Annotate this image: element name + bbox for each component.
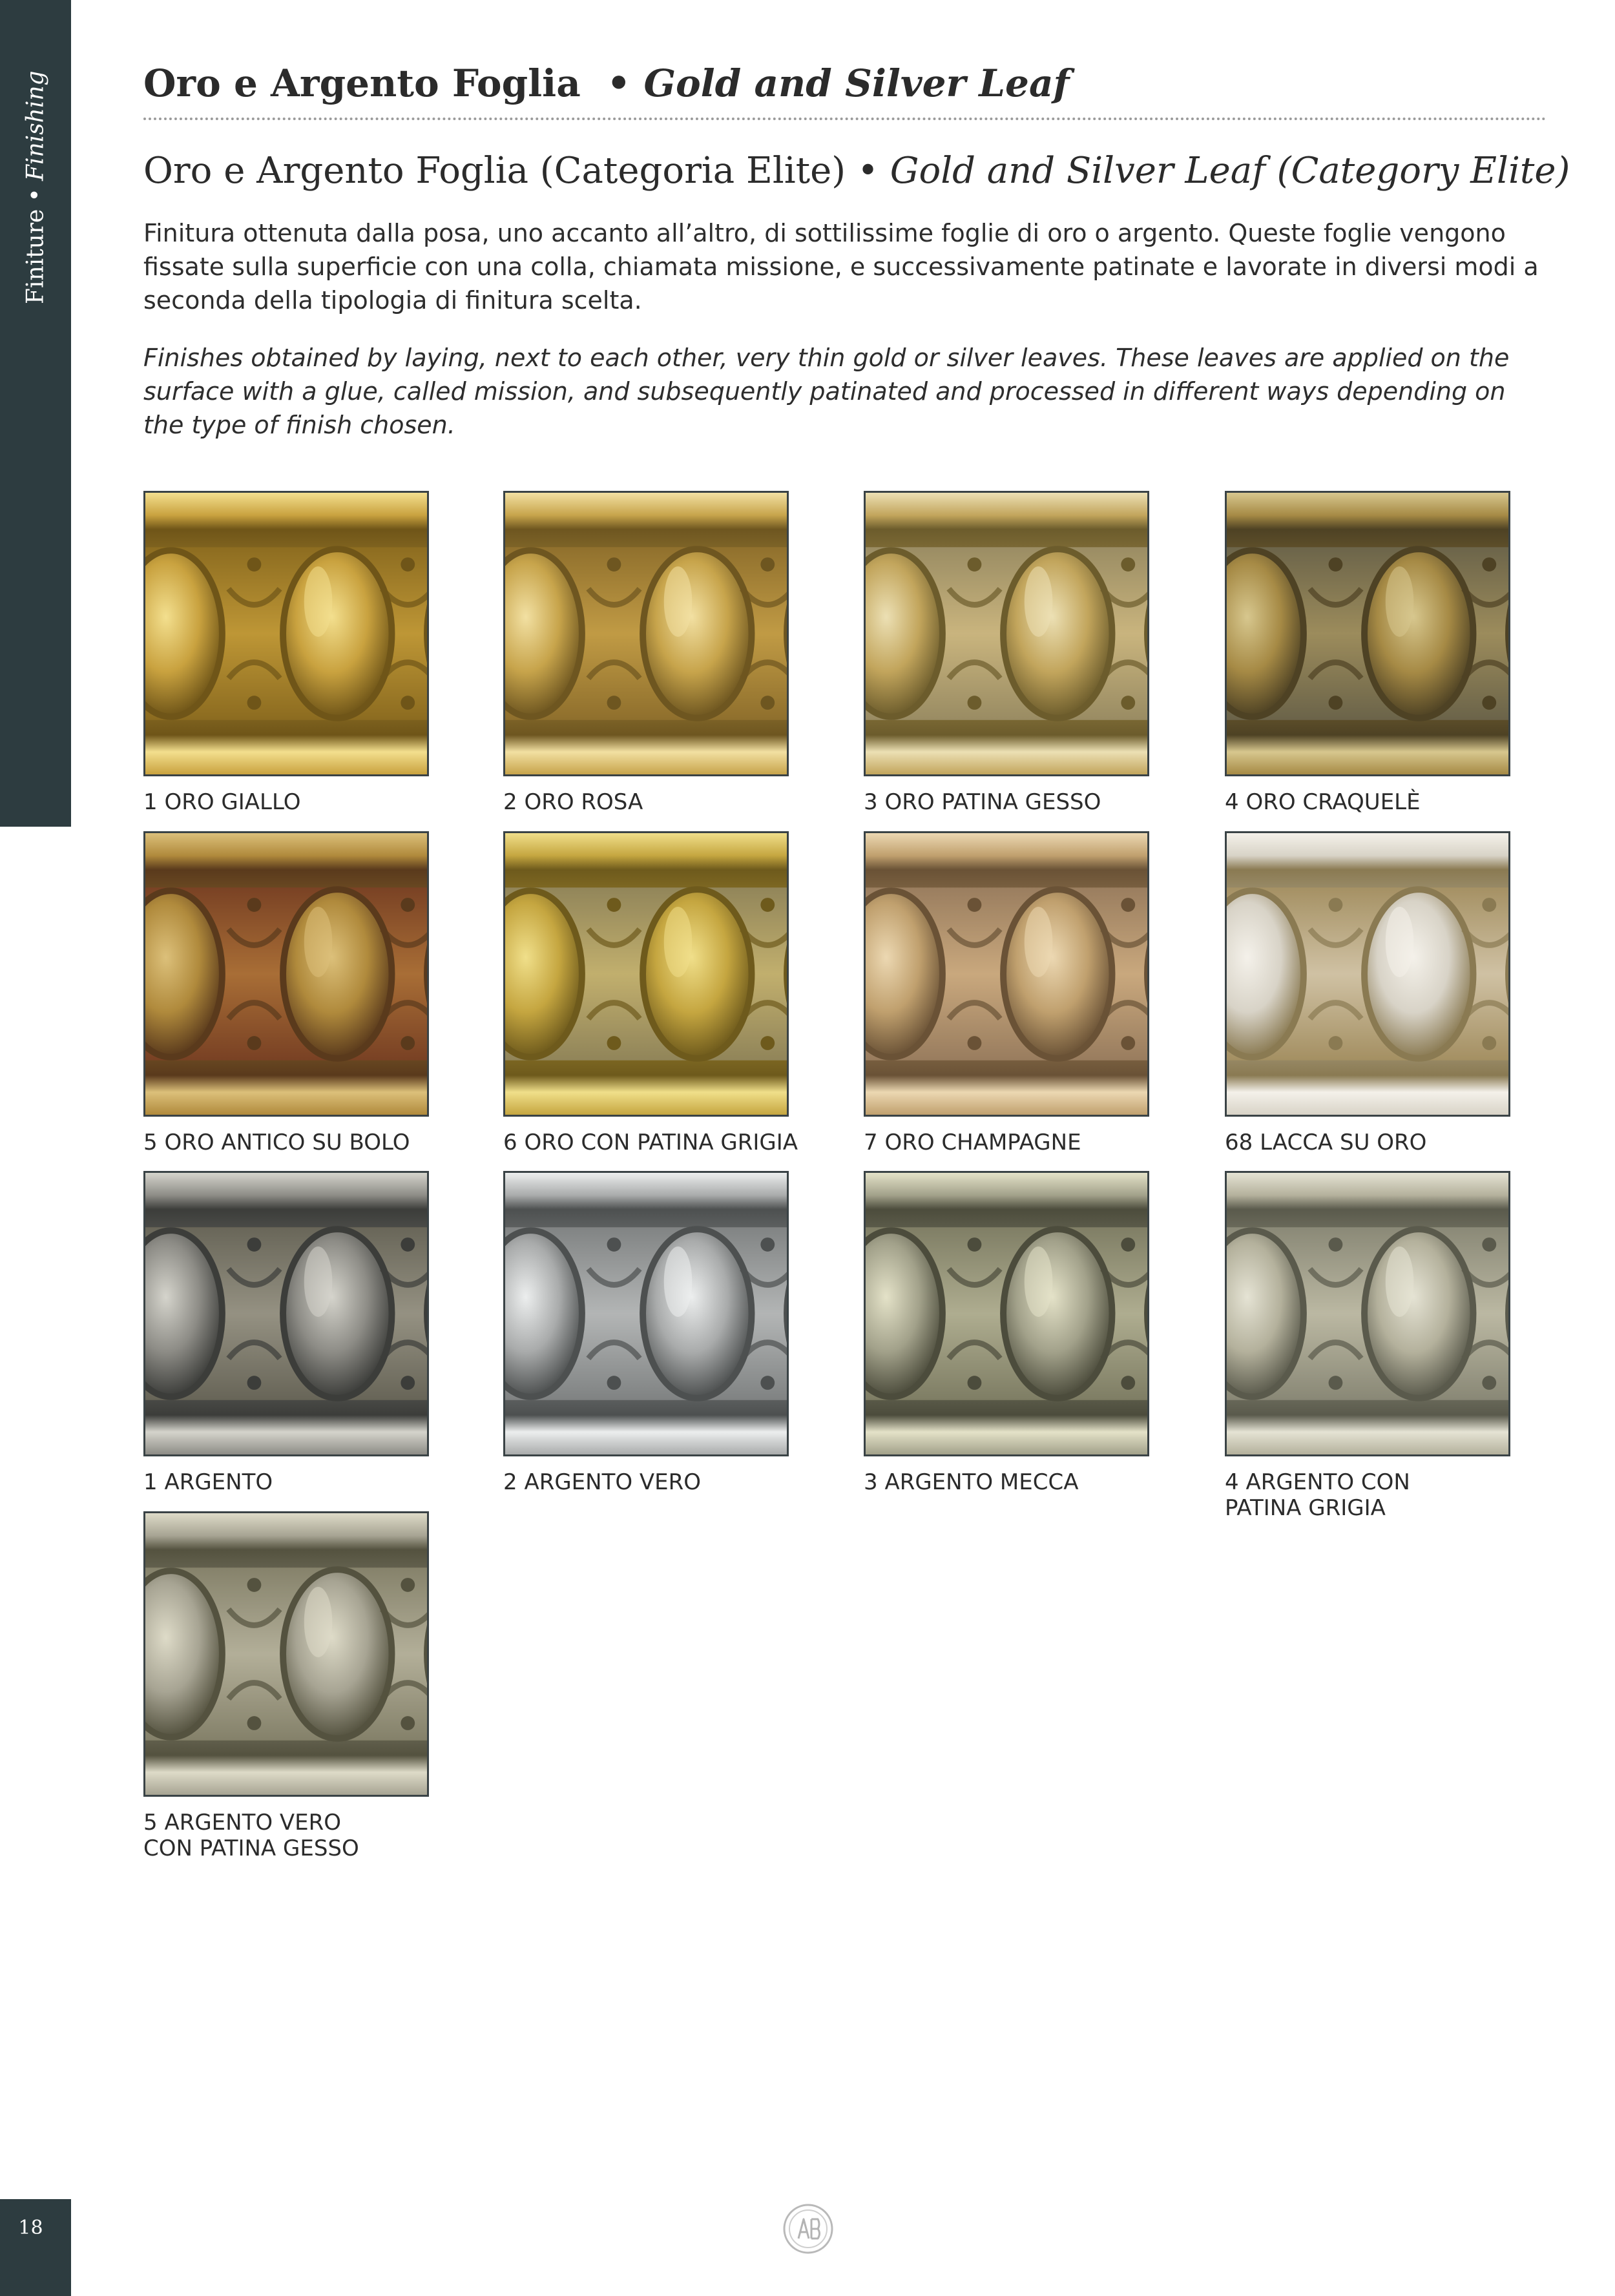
finish-caption: 7 ORO CHAMPAGNE xyxy=(864,1130,1081,1155)
finish-caption: 3 ORO PATINA GESSO xyxy=(864,789,1101,815)
finish-swatch xyxy=(143,831,429,1117)
sidebar-label xyxy=(19,48,52,326)
description-english: Finishes obtained by laying, next to each other, very thin gold or silver leaves. These leaves are applied on the surface with a glue, called mission, and subsequently patinated and processed in different ways depending on the type of finish chosen. xyxy=(143,344,1510,439)
finish-swatch xyxy=(143,1171,429,1456)
title-italian: Oro e Argento Foglia xyxy=(143,61,581,105)
sidebar-label-separator: • xyxy=(22,180,49,209)
page-title xyxy=(143,61,1069,105)
company-logo-icon xyxy=(782,2202,835,2255)
finish-caption: 68 LACCA SU ORO xyxy=(1225,1130,1427,1155)
finish-swatch xyxy=(864,1171,1149,1456)
finish-swatch xyxy=(143,1511,429,1797)
description-italian: Finitura ottenuta dalla posa, uno accanto all’altro, di sottilissime foglie di oro o argento. Queste foglie vengono fissate sulla superficie con una colla, chiamata missione, e successivamente patinate e lavorate in diversi modi a seconda della tipologia di finitura scelta. xyxy=(143,219,1539,315)
finish-caption: 3 ARGENTO MECCA xyxy=(864,1469,1079,1495)
sidebar-label-italic: Finishing xyxy=(22,70,49,181)
finish-caption: 4 ORO CRAQUELÈ xyxy=(1225,789,1421,815)
subtitle-italian: Oro e Argento Foglia (Categoria Elite) xyxy=(143,150,846,192)
finish-swatch xyxy=(1225,1171,1510,1456)
finish-swatch xyxy=(1225,491,1510,776)
finish-swatch xyxy=(1225,831,1510,1117)
finish-caption: 2 ORO ROSA xyxy=(503,789,643,815)
subtitle-english: Gold and Silver Leaf (Category Elite) xyxy=(890,150,1570,192)
title-separator: • xyxy=(580,61,644,105)
finish-caption: 6 ORO CON PATINA GRIGIA xyxy=(503,1130,798,1155)
section-subtitle xyxy=(143,150,1570,192)
finish-swatch xyxy=(864,831,1149,1117)
finish-swatch xyxy=(503,831,789,1117)
finish-caption: 5 ARGENTO VERO CON PATINA GESSO xyxy=(143,1810,359,1861)
finish-caption: 4 ARGENTO CON PATINA GRIGIA xyxy=(1225,1469,1410,1521)
finish-caption: 1 ARGENTO xyxy=(143,1469,273,1495)
finish-caption: 2 ARGENTO VERO xyxy=(503,1469,702,1495)
finish-swatch xyxy=(503,491,789,776)
finish-swatch xyxy=(864,491,1149,776)
dotted-divider xyxy=(143,118,1547,120)
subtitle-separator: • xyxy=(846,150,890,192)
page-number: 18 xyxy=(18,2217,43,2239)
finish-swatch xyxy=(143,491,429,776)
finish-caption: 1 ORO GIALLO xyxy=(143,789,301,815)
finish-swatch xyxy=(503,1171,789,1456)
finish-caption: 5 ORO ANTICO SU BOLO xyxy=(143,1130,410,1155)
title-english: Gold and Silver Leaf xyxy=(643,61,1070,105)
sidebar-label-plain: Finiture xyxy=(22,209,49,305)
page-number-box xyxy=(0,2199,71,2296)
